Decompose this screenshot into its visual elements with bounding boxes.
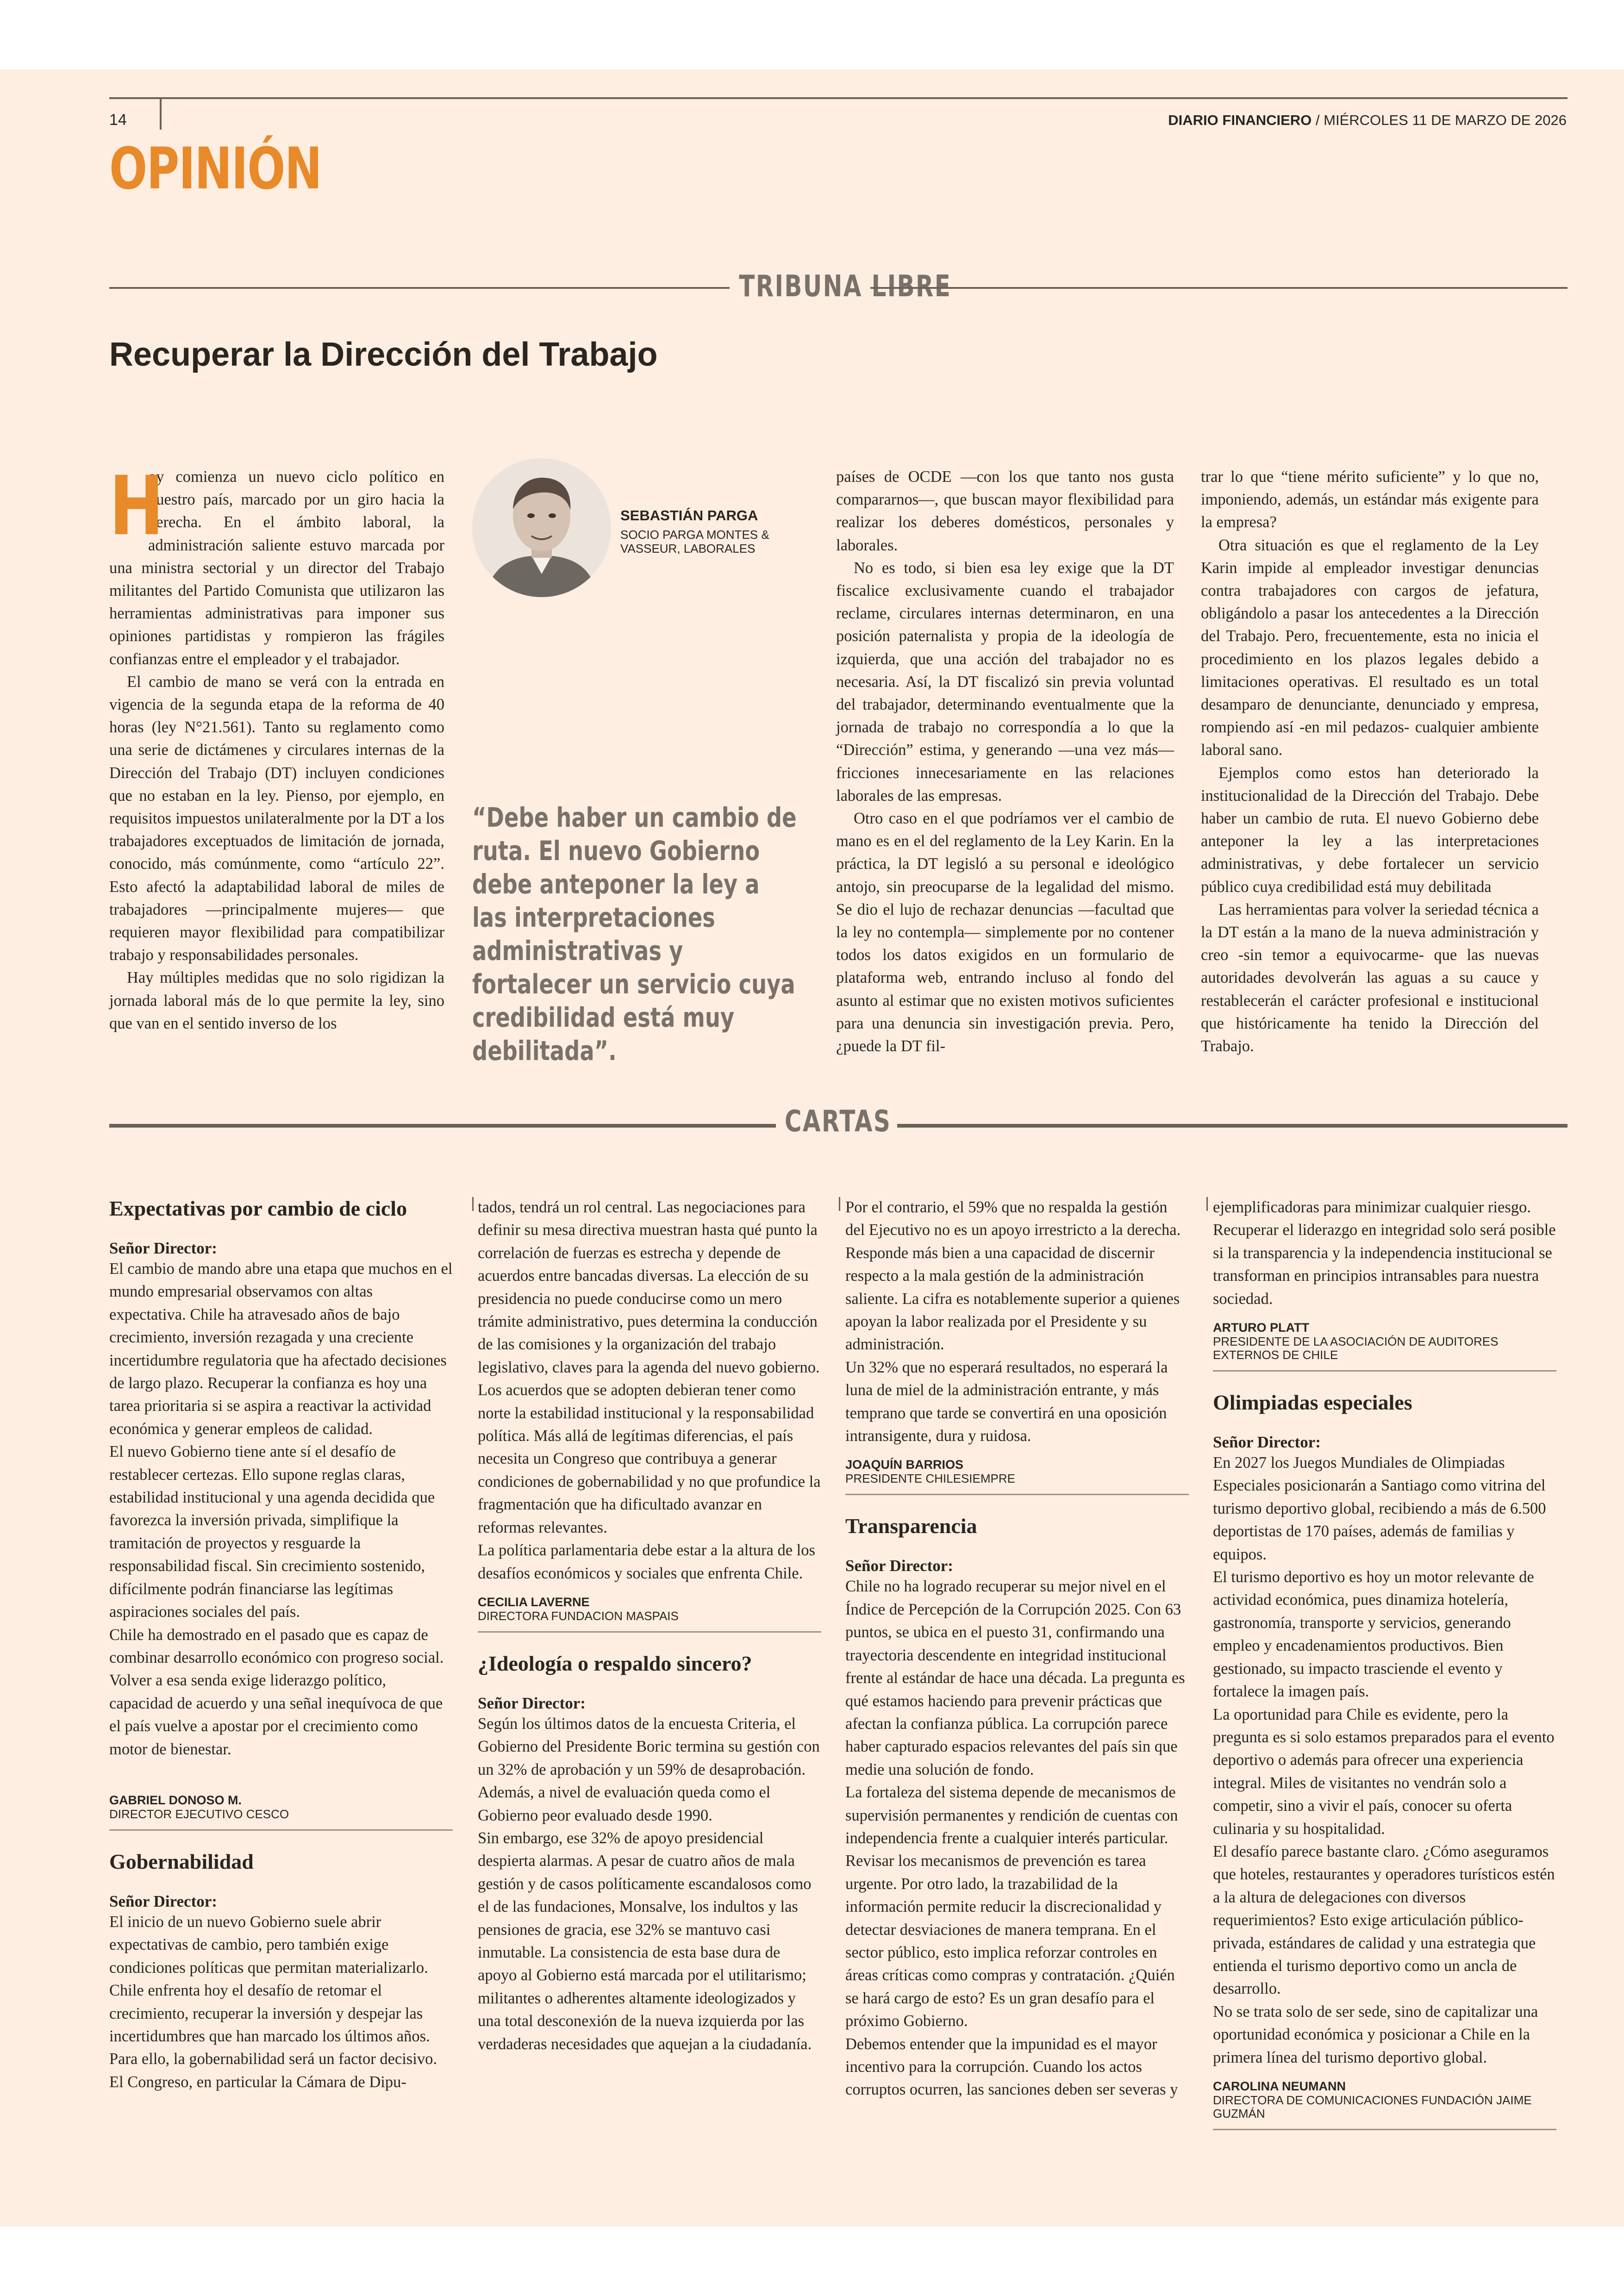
letter-separator bbox=[1213, 2129, 1556, 2130]
letter-card bbox=[845, 1514, 1189, 2101]
letter-paragraph: Los acuerdos que se adopten debieran tener como norte la estabilidad institucional y la responsabilidad política. Más allá de legítimas diferencias, el país necesita un Congreso que contribuya a generar condiciones de gobernabilidad y no que profundice la fragmentación que ha dificultado avanzar en reformas relevantes. bbox=[478, 1381, 821, 1536]
article-paragraph: Otra situación es que el reglamento de la Ley Karin impide al empleador investigar denuncias contra trabajadores con cargos de jefatura, obligándolo a pasar los antecedentes a la Dirección del Trabajo. Pero, frecuentemente, esta no inicia el procedimiento en los plazos legales debido a limitaciones operativas. El resultado es un total desamparo de denunciante, denunciado y empresa, rompiendo así -en mil pedazos- cualquier ambiente laboral sano. bbox=[1201, 536, 1539, 759]
letter-title: Gobernabilidad bbox=[109, 1849, 254, 1873]
author-portrait-icon bbox=[472, 458, 611, 597]
letter-paragraph: La oportunidad para Chile es evidente, pero la pregunta es si solo estamos preparados para el evento deportivo o además para ofrecer una experiencia integral. Miles de visitantes no vendrán solo a competir, sino a vivir el país, conocer su oferta culinaria y su hospitalidad. bbox=[1213, 1705, 1555, 1838]
letters-column-4 bbox=[1213, 1196, 1556, 2149]
article-paragraph: trar lo que “tiene mérito suficiente” y lo que no, imponiendo, además, un estándar más exigente para la empresa? bbox=[1201, 468, 1539, 531]
cartas-label: CARTAS bbox=[784, 1104, 892, 1139]
header-tick bbox=[160, 97, 162, 130]
article-column-3 bbox=[1201, 466, 1539, 1058]
letter-paragraph: No se trata solo de ser sede, sino de capitalizar una oportunidad económica y posicionar a Chile en la primera línea del turismo deportivo global. bbox=[1213, 2002, 1538, 2066]
article-column-1 bbox=[109, 459, 444, 1035]
letters-column-1 bbox=[109, 1196, 453, 2094]
letter-title: Transparencia bbox=[845, 1514, 977, 1538]
drop-cap: H bbox=[109, 459, 164, 554]
letter-paragraph: La fortaleza del sistema depende de mecanismos de supervisión permanentes y rendición de cuentas con independencia frente a cualquier interés particular. Revisar los mecanismos de prevención es tarea urgente. Por otro lado, la trazabilidad de la información permite reducir la discrecionalidad y detectar desviaciones de manera temprana. En el sector público, esto implica reforzar controles en áreas críticas como compras y contratación. ¿Quién se hará cargo de esto? Es un gran desafío para el próximo Gobierno. bbox=[845, 1784, 1178, 2030]
author-role: SOCIO PARGA MONTES & VASSEUR, LABORALES bbox=[620, 528, 769, 555]
letter-paragraph: La política parlamentaria debe estar a la altura de los desafíos económicos y sociales que enfrenta Chile. bbox=[478, 1541, 815, 1582]
letter-card bbox=[1213, 1390, 1556, 2130]
letter-paragraph: Según los últimos datos de la encuesta Criteria, el Gobierno del Presidente Boric termina su gestión con un 32% de aprobación y un 59% de desaprobación. Además, a nivel de evaluación queda como el Gobierno peor evaluado desde 1990. bbox=[478, 1715, 820, 1824]
tribuna-rule-left bbox=[109, 287, 730, 289]
article-paragraph: países de OCDE —con los que tanto nos gusta compararnos—, que buscan mayor flexibilidad para realizar los deberes domésticos, personales y laborales. bbox=[836, 468, 1174, 554]
letter-paragraph: Chile ha demostrado en el pasado que es capaz de combinar desarrollo económico con progreso social. Volver a esa senda exige liderazgo político, capacidad de acuerdo y una señal inequívoca de que el país vuelve a apostar por el crecimiento como motor de bienestar. bbox=[109, 1626, 444, 1758]
column-divider bbox=[472, 1197, 474, 1211]
letter-author-role: DIRECTORA DE COMUNICACIONES FUNDACIÓN JAIME GUZMÁN bbox=[1213, 2093, 1532, 2120]
letter-salutation: Señor Director: bbox=[109, 1892, 217, 1910]
letter-separator bbox=[845, 1494, 1189, 1495]
letter-separator bbox=[1213, 1370, 1556, 1372]
publication-date: / MIÉRCOLES 11 DE MARZO DE 2026 bbox=[1315, 112, 1567, 128]
column-divider bbox=[839, 1197, 840, 1211]
cartas-rule-left bbox=[109, 1124, 776, 1128]
letter-author-name: ARTURO PLATT bbox=[1213, 1321, 1309, 1335]
letter-author-name: GABRIEL DONOSO M. bbox=[109, 1793, 242, 1807]
letter-salutation: Señor Director: bbox=[109, 1239, 217, 1257]
publication-name: DIARIO FINANCIERO bbox=[1168, 112, 1312, 128]
letter-paragraph: En 2027 los Juegos Mundiales de Olimpiadas Especiales posicionarán a Santiago como vitrina del turismo deportivo global, recibiendo a más de 6.500 deportistas de 170 países, además de familias y equipos. bbox=[1213, 1454, 1546, 1563]
letter-author-name: JOAQUÍN BARRIOS bbox=[845, 1458, 964, 1472]
letter-paragraph: Chile no ha logrado recuperar su mejor nivel en el Índice de Percepción de la Corrupción 2025. Con 63 puntos, se ubica en el puesto 31, confirmando una trayectoria descendente en integridad institucional frente al estándar de hace una década. La pregunta es qué estamos haciendo para prevenir prácticas que afectan la confianza pública. La corrupción parece haber capturado espacios relevantes del país sin que medie una solución de fondo. bbox=[845, 1578, 1185, 1778]
masthead bbox=[1168, 112, 1567, 129]
article-column-2 bbox=[836, 466, 1174, 1058]
author-photo bbox=[472, 458, 611, 597]
letters-column-2 bbox=[478, 1196, 821, 2056]
article-paragraph: Las herramientas para volver la seriedad técnica a la DT están a la mano de la nueva administración y creo -sin temor a equivocarme- que las nuevas autoridades devolverán las aguas a su cauce y restablecerán el carácter profesional e institucional que históricamente ha tenido la Dirección del Trabajo. bbox=[1201, 900, 1539, 1055]
letter-paragraph: El nuevo Gobierno tiene ante sí el desafío de restablecer certezas. Ello supone reglas claras, estabilidad institucional y una agenda decidida que favorezca la inversión privada, simplifique la tramitación de proyectos y resguarde la responsabilidad fiscal. Sin crecimiento sostenido, difícilmente podrán financiarse las legítimas aspiraciones sociales del país. bbox=[109, 1443, 435, 1621]
letter-title: Expectativas por cambio de ciclo bbox=[109, 1197, 407, 1220]
article-headline: Recuperar la Dirección del Trabajo bbox=[109, 336, 658, 373]
letters-column-3 bbox=[845, 1196, 1189, 2102]
article-paragraph: El cambio de mano se verá con la entrada en vigencia de la segunda etapa de la reforma de 40 horas (ley N°21.561). Tanto su reglamento como una serie de dictámenes y circulares internas de la Dirección del Trabajo (DT) incluyen condiciones que no estaban en la ley. Pienso, por ejemplo, en requisitos impuestos unilateralmente por la DT a los trabajadores exceptuados de limitación de jornada, conocido, más comúnmente, como “artículo 22”. Esto afectó la adaptabilidad laboral de miles de trabajadores —principalmente mujeres— que requieren mayor flexibilidad para compatibilizar trabajo y responsabilidades personales. bbox=[109, 673, 444, 964]
page-number: 14 bbox=[109, 111, 127, 129]
pull-quote: “Debe haber un cambio de ruta. El nuevo Gobierno debe anteponer la ley a las interpretaciones administrativas y fortalecer un servicio cuya credibilidad está muy debilitada”. bbox=[472, 802, 797, 1066]
letter-paragraph: ejemplificadoras para minimizar cualquier riesgo. Recuperar el liderazgo en integridad solo será posible si la transparencia y la independencia institucional se transforman en principios intransables para nuestra sociedad. bbox=[1213, 1198, 1556, 1308]
cartas-rule-right bbox=[897, 1124, 1568, 1128]
letter-salutation: Señor Director: bbox=[1213, 1433, 1321, 1452]
column-divider bbox=[1206, 1197, 1208, 1211]
article-paragraph: Ejemplos como estos han deteriorado la institucionalidad de la Dirección del Trabajo. Debe haber un cambio de ruta. El nuevo Gobierno debe anteponer la ley a las interpretaciones administrativas, y debe fortalecer un servicio público cuya credibilidad está muy debilitada bbox=[1201, 764, 1539, 896]
article-paragraph: oy comienza un nuevo ciclo político en nuestro país, marcado por un giro hacia la derecha. En el ámbito laboral, la administración saliente estuvo marcada por una ministra sectorial y un director del Trabajo militantes del Partido Comunista que utilizaron las herramientas administrativas para imponer sus opiniones partidistas y rompieron las frágiles confianzas entre el empleador y el trabajador. bbox=[109, 468, 444, 668]
letter-author-role: DIRECTOR EJECUTIVO CESCO bbox=[109, 1807, 289, 1821]
letter-separator bbox=[109, 1829, 453, 1831]
tribuna-label: TRIBUNA LIBRE bbox=[739, 269, 952, 304]
letter-paragraph: Debemos entender que la impunidad es el mayor incentivo para la corrupción. Cuando los actos corruptos ocurren, las sanciones deben ser severas y bbox=[845, 2035, 1178, 2099]
article-paragraph: Otro caso en el que podríamos ver el cambio de mano es en el del reglamento de la Ley Karin. En la práctica, la DT legisló a su personal e ideológico antojo, sin preocuparse de la legalidad del mismo. Se dio el lujo de rechazar denuncias —facultad que la ley no contempla— simplemente por no contener todos los datos exigidos en un formulario de plataforma web, entrando incluso al fondo del asunto al estimar que no existen motivos suficientes para una denuncia sin investigación previa. Pero, ¿puede la DT fil- bbox=[836, 810, 1174, 1055]
letter-paragraph: El Congreso, en particular la Cámara de Dipu- bbox=[109, 2073, 406, 2091]
article-paragraph: No es todo, si bien esa ley exige que la DT fiscalice exclusivamente cuando el trabajador reclame, circulares internas determinaron, en una posición paternalista y propia de la ideología de izquierda, que una acción del trabajador no es necesaria. Así, la DT fiscalizó sin previa voluntad del trabajador, determinando eventualmente que la jornada de trabajo no correspondía a lo que la “Dirección” estima, y generando —una vez más— fricciones innecesariamente en las relaciones laborales de las empresas. bbox=[836, 559, 1174, 804]
letter-card bbox=[109, 1849, 453, 2094]
letter-paragraph: Sin embargo, ese 32% de apoyo presidencial despierta alarmas. A pesar de cuatro años de mala gestión y de casos políticamente escandalosos como el de las fundaciones, Monsalve, los indultos y las pensiones de gracia, ese 32% se mantuvo casi inmutable. La consistencia de esta base dura de apoyo al Gobierno está marcada por el utilitarismo; militantes o adherentes altamente ideologizados y una total desconexión de la nueva izquierda por las verdaderas necesidades que aquejan a la ciudadanía. bbox=[478, 1829, 812, 2053]
section-title: OPINIÓN bbox=[109, 136, 322, 202]
letter-paragraph: El desafío parece bastante claro. ¿Cómo aseguramos que hoteles, restaurantes y operadores turísticos estén a la altura de delegaciones con diversos requerimientos? Esto exige articulación público-privada, estándares de calidad y una estrategia que entienda el turismo deportivo como un ancla de desarrollo. bbox=[1213, 1842, 1555, 1998]
letter-card bbox=[109, 1196, 453, 1831]
letter-title: Olimpiadas especiales bbox=[1213, 1391, 1412, 1415]
letter-card bbox=[478, 1651, 821, 2056]
header-rule bbox=[109, 97, 1568, 99]
letter-author-name: CECILIA LAVERNE bbox=[478, 1595, 590, 1609]
letter-paragraph: Un 32% que no esperará resultados, no esperará la luna de miel de la administración entrante, y más temprano que tarde se convertirá en una oposición intransigente, dura y ruidosa. bbox=[845, 1358, 1168, 1445]
letter-paragraph: El cambio de mando abre una etapa que muchos en el mundo empresarial observamos con altas expectativa. Chile ha atravesado años de bajo crecimiento, inversión rezagada y una creciente incertidumbre regulatoria que ha afectado decisiones de largo plazo. Recuperar la confianza es hoy una tarea prioritaria si se aspira a reactivar la actividad económica y generar empleos de calidad. bbox=[109, 1260, 453, 1438]
letter-author-name: CAROLINA NEUMANN bbox=[1213, 2079, 1346, 2093]
tribuna-rule-right bbox=[870, 287, 1568, 289]
letter-author-role: PRESIDENTE CHILESIEMPRE bbox=[845, 1472, 1015, 1486]
letter-paragraph: El inicio de un nuevo Gobierno suele abrir expectativas de cambio, pero también exige condiciones políticas que permitan materializarlo. Chile enfrenta hoy el desafío de retomar el crecimiento, recuperar la inversión y despejar las incertidumbres que han marcado los últimos años. Para ello, la gobernabilidad será un factor decisivo. bbox=[109, 1913, 437, 2068]
letter-title: ¿Ideología o respaldo sincero? bbox=[478, 1651, 752, 1675]
letter-author-role: PRESIDENTE DE LA ASOCIACIÓN DE AUDITORES EXTERNOS DE CHILE bbox=[1213, 1335, 1499, 1362]
letter-salutation: Señor Director: bbox=[845, 1557, 953, 1575]
letter-paragraph: tados, tendrá un rol central. Las negociaciones para definir su mesa directiva muestran hasta qué punto la correlación de fuerzas es estrecha y depende de acuerdos entre bancadas diversas. La elección de su presidencia no puede conducirse como un mero trámite administrativo, pues determina la conducción de las comisiones y la organización del trabajo legislativo, claves para la agenda del nuevo gobierno. bbox=[478, 1198, 820, 1376]
author-name: SEBASTIÁN PARGA bbox=[620, 507, 758, 524]
letter-salutation: Señor Director: bbox=[478, 1694, 586, 1712]
letter-paragraph: El turismo deportivo es hoy un motor relevante de actividad económica, pues dinamiza hotelería, gastronomía, transporte y servicios, generando empleo y encadenamientos productivos. Bien gestionado, su impacto trasciende el evento y fortalece la imagen país. bbox=[1213, 1568, 1534, 1701]
article-paragraph: Hay múltiples medidas que no solo rigidizan la jornada laboral más de lo que permite la ley, sino que van en el sentido inverso de los bbox=[109, 969, 444, 1032]
letter-paragraph: Por el contrario, el 59% que no respalda la gestión del Ejecutivo no es un apoyo irrestricto a la derecha. Responde más bien a una capacidad de discernir respecto a la mala gestión de la administración saliente. La cifra es notablemente superior a quienes apoyan la labor realizada por el Presidente y su administración. bbox=[845, 1198, 1181, 1353]
letter-separator bbox=[478, 1631, 821, 1633]
letter-author-role: DIRECTORA FUNDACION MASPAIS bbox=[478, 1609, 679, 1623]
